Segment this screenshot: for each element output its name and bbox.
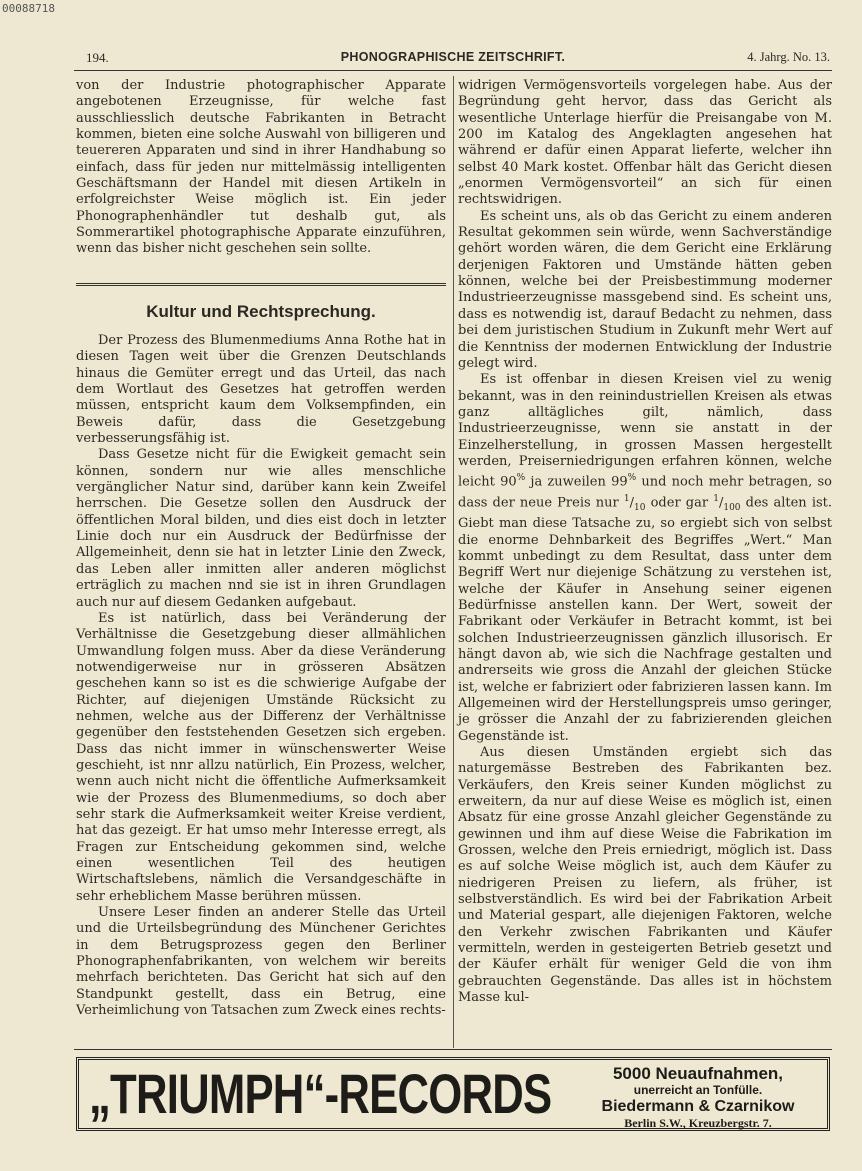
footer-rule — [74, 1049, 832, 1050]
paragraph: Es ist natürlich, dass bei Veränderung der Verhältnisse die Gesetzgebung dieser allmählichen Umwandlung folgen muss. Aber da diese Veränderung notwendigerweise nur in grösseren Absätzen geschehen kann so ist es die schwierige Aufgabe der Richter, auf diejenigen Umstände Rücksicht zu nehmen, welche aus der Differenz der Verhältnisse gegenüber den feststehenden Gesetzen sich ergeben. Dass das nicht immer in wünschenswerter Weise geschieht, ist nnr allzu natürlich, Ein Prozess, welcher, wenn auch nicht nicht die öffentliche Aufmerksamkeit wie der Prozess des Blumenmediums, so doch aber sehr stark die Aufmerksamkeit weiter Kreise verdient, hat das gezeigt. Er hat umso mehr Interesse erregt, als Fragen zur Entscheidung gekommen sind, welche einen wesentlichen Teil des heutigen Wirtschaftslebens, nämlich die Versandgeschäfte in sehr erheblichem Masse berühren müssen. — [76, 610, 446, 904]
ad-line2: unerreicht an Tonfülle. — [633, 1083, 763, 1097]
paragraph: Dass Gesetze nicht für die Ewigkeit gemacht sein können, sondern nur wie alles menschliche vergänglicher Natur sind, darüber kann kein Zweifel herrschen. Die Gesetze sollen den Ausdruck der öffentlichen Moral bilden, und dies eist doch in letzter Linie doch nur ein Ausdruck der Bedürfnisse der Allgemeinheit, denn sie hat in letzter Linie den Zweck, das Leben aller inmitten aller anderen möglichst erträglich zu machen nnd sie ist in ihren Grundlagen auch nur auf diesem Gedanken aufgebaut. — [76, 447, 446, 610]
paragraph: Es scheint uns, als ob das Gericht zu einem anderen Resultat gekommen sein würde, wenn Sachverständige gehört worden wären, die dem Gericht eine Erklärung derjenigen Faktoren und Umstände hätten geben können, welche bei der Preisbestimmung moderner Industrieerzeugnisse massgebend sind. Es scheint uns, dass es notwendig ist, darauf Bedacht zu nehmen, dass bei dem juristischen Studium in Zukunft mehr Wert auf die Kenntniss der modernen Entwicklung der Industrie gelegt wird. — [458, 208, 832, 371]
section-rule — [76, 283, 446, 286]
advertisement-box — [76, 1057, 830, 1131]
column-divider — [453, 76, 454, 1048]
journal-title: PHONOGRAPHISCHE ZEITSCHRIFT. — [340, 50, 566, 64]
ad-company: Biedermann & Czarnikow — [601, 1098, 795, 1115]
paragraph: widrigen Vermögensvorteils vorgelegen habe. Aus der Begründung geht hervor, dass das Gericht als wesentliche Unterlage hierfür die Preisangabe von M. 200 im Katalog des Angeklagten angesehen hat während er dafür einen Apparat lieferte, welcher ihn selbst 40 Mark kostet. Offenbar hält das Gericht diesen „enormen Vermögensvorteil“ an sich für einen rechtswidrigen. — [458, 78, 832, 208]
paragraph: Der Prozess des Blumenmediums Anna Rothe hat in diesen Tagen weit über die Grenzen Deutschlands hinaus die Gemüter erregt und das Urteil, das nach dem Wortlaut des Gesetzes hat getroffen werden müssen, entspricht kaum dem Volksempfinden, ein Beweis dafür, dass die Gesetzgebung verbesserungsfähig ist. — [76, 333, 446, 447]
issue-info: 4. Jahrg. No. 13. — [747, 50, 830, 64]
article-body-left — [76, 333, 446, 1019]
article-title: Kultur und Rechtsprechung. — [146, 302, 376, 321]
paragraph: Es ist offenbar in diesen Kreisen viel zu wenig bekannt, was in den reinindustriellen Kreisen als etwas ganz alltägliches gilt, nämlich, dass Industrieerzeugnisse, wenn sie anstatt in der Einzelherstellung, in grossen Massen hergestellt werden, Preiserniedrigungen erfahren können, welche leicht 90% ja zuweilen 99% und noch mehr betragen, so dass der neue Preis nur $^1/_{10}$ oder gar $^1/_{100}$ des alten ist. Giebt man diese Tatsache zu, so ergiebt sich von selbst die enorme Dehnbarkeit des Begriffes „Wert.“ Man kommt unbedingt zu dem Resultat, dass unter dem Begriff Wert nur diejenige Schätzung zu verstehen ist, welche der Käufer in Ansehung seiner eigenen Bedürfnisse anstellen kann. Der Wert, soweit der Fabrikant oder Verkäufer in Betracht kommt, ist bei solchen Industrieerzeugnissen gänzlich illusorisch. Er hängt davon ab, wie sich die Nachfrage gestalten und andrerseits wie gross die Anzahl der gleichen Stücke ist, welche er fabriziert oder fabrizieren lassen kann. Im Allgemeinen wird der Herstellungspreis umso geringer, je grösser die Anzahl der zu fabrizierenden gleichen Gegenstände ist. — [458, 372, 832, 744]
right-column — [458, 78, 832, 1007]
ad-brand: „TRIUMPH“-RECORDS — [89, 1062, 552, 1125]
scan-id: 00088718 — [2, 2, 55, 15]
paragraph: Unsere Leser finden an anderer Stelle das Urteil und die Urteilsbegründung des Münchener Gerichtes in dem Betrugsprozess gegen den Berliner Phonographenfabrikanten, von welchem wir bereits mehrfach berichteten. Das Gericht hat sich auf den Standpunkt gestellt, dass ein Betrug, eine Verheimlichung von Tatsachen zum Zweck eines rechts- — [76, 905, 446, 1019]
paragraph: Aus diesen Umständen ergiebt sich das naturgemässe Bestreben des Fabrikanten bez. Verkäufers, den Kreis seiner Kunden möglichst zu erweitern, da nur auf diese Weise es möglich ist, einen Absatz für eine grosse Anzahl gleicher Gegenstände zu gewinnen und ihm auf diese Weise die Fabrikation im Grossen, welche den Preis erniedrigt, möglich ist. Dass es auf solche Weise möglich ist, auch dem Käufer zu niedrigeren Preisen zu liefern, als früher, ist selbstverständlich. Es wird bei der Fabrikation Arbeit und Material gespart, alle diejenigen Faktoren, welche den Verkehr zwischen Fabrikanten und Käufer vermitteln, werden in gesteigerten Betrieb gesetzt und der Käufer erhält für weniger Geld die von ihm gebrauchten Gegenstände. Das alles ist in höchstem Masse kul- — [458, 745, 832, 1006]
running-header — [74, 50, 832, 68]
ad-details — [571, 1064, 825, 1130]
page-number: 194. — [86, 50, 109, 65]
ad-line1: 5000 Neuaufnahmen, — [612, 1064, 784, 1083]
header-rule — [74, 70, 832, 71]
ad-address: Berlin S.W., Kreuzbergstr. 7. — [624, 1116, 772, 1130]
continuation-paragraph: von der Industrie photographischer Apparate angebotenen Erzeugnisse, für welche fast ausschliesslich deutsche Fabrikanten in Betracht kommen, bieten eine solche Auswahl von billigeren und teuereren Apparaten und sind in ihrer Handhabung so einfach, dass für jeden nur mittelmässig intelligenten Geschäftsmann der Handel mit diesen Artikeln in erfolgreichster Weise möglich ist. Ein jeder Phonographenhändler tut deshalb gut, als Sommerartikel photographische Apparate einzuführen, wenn das bisher nicht geschehen sein sollte. — [76, 78, 446, 257]
